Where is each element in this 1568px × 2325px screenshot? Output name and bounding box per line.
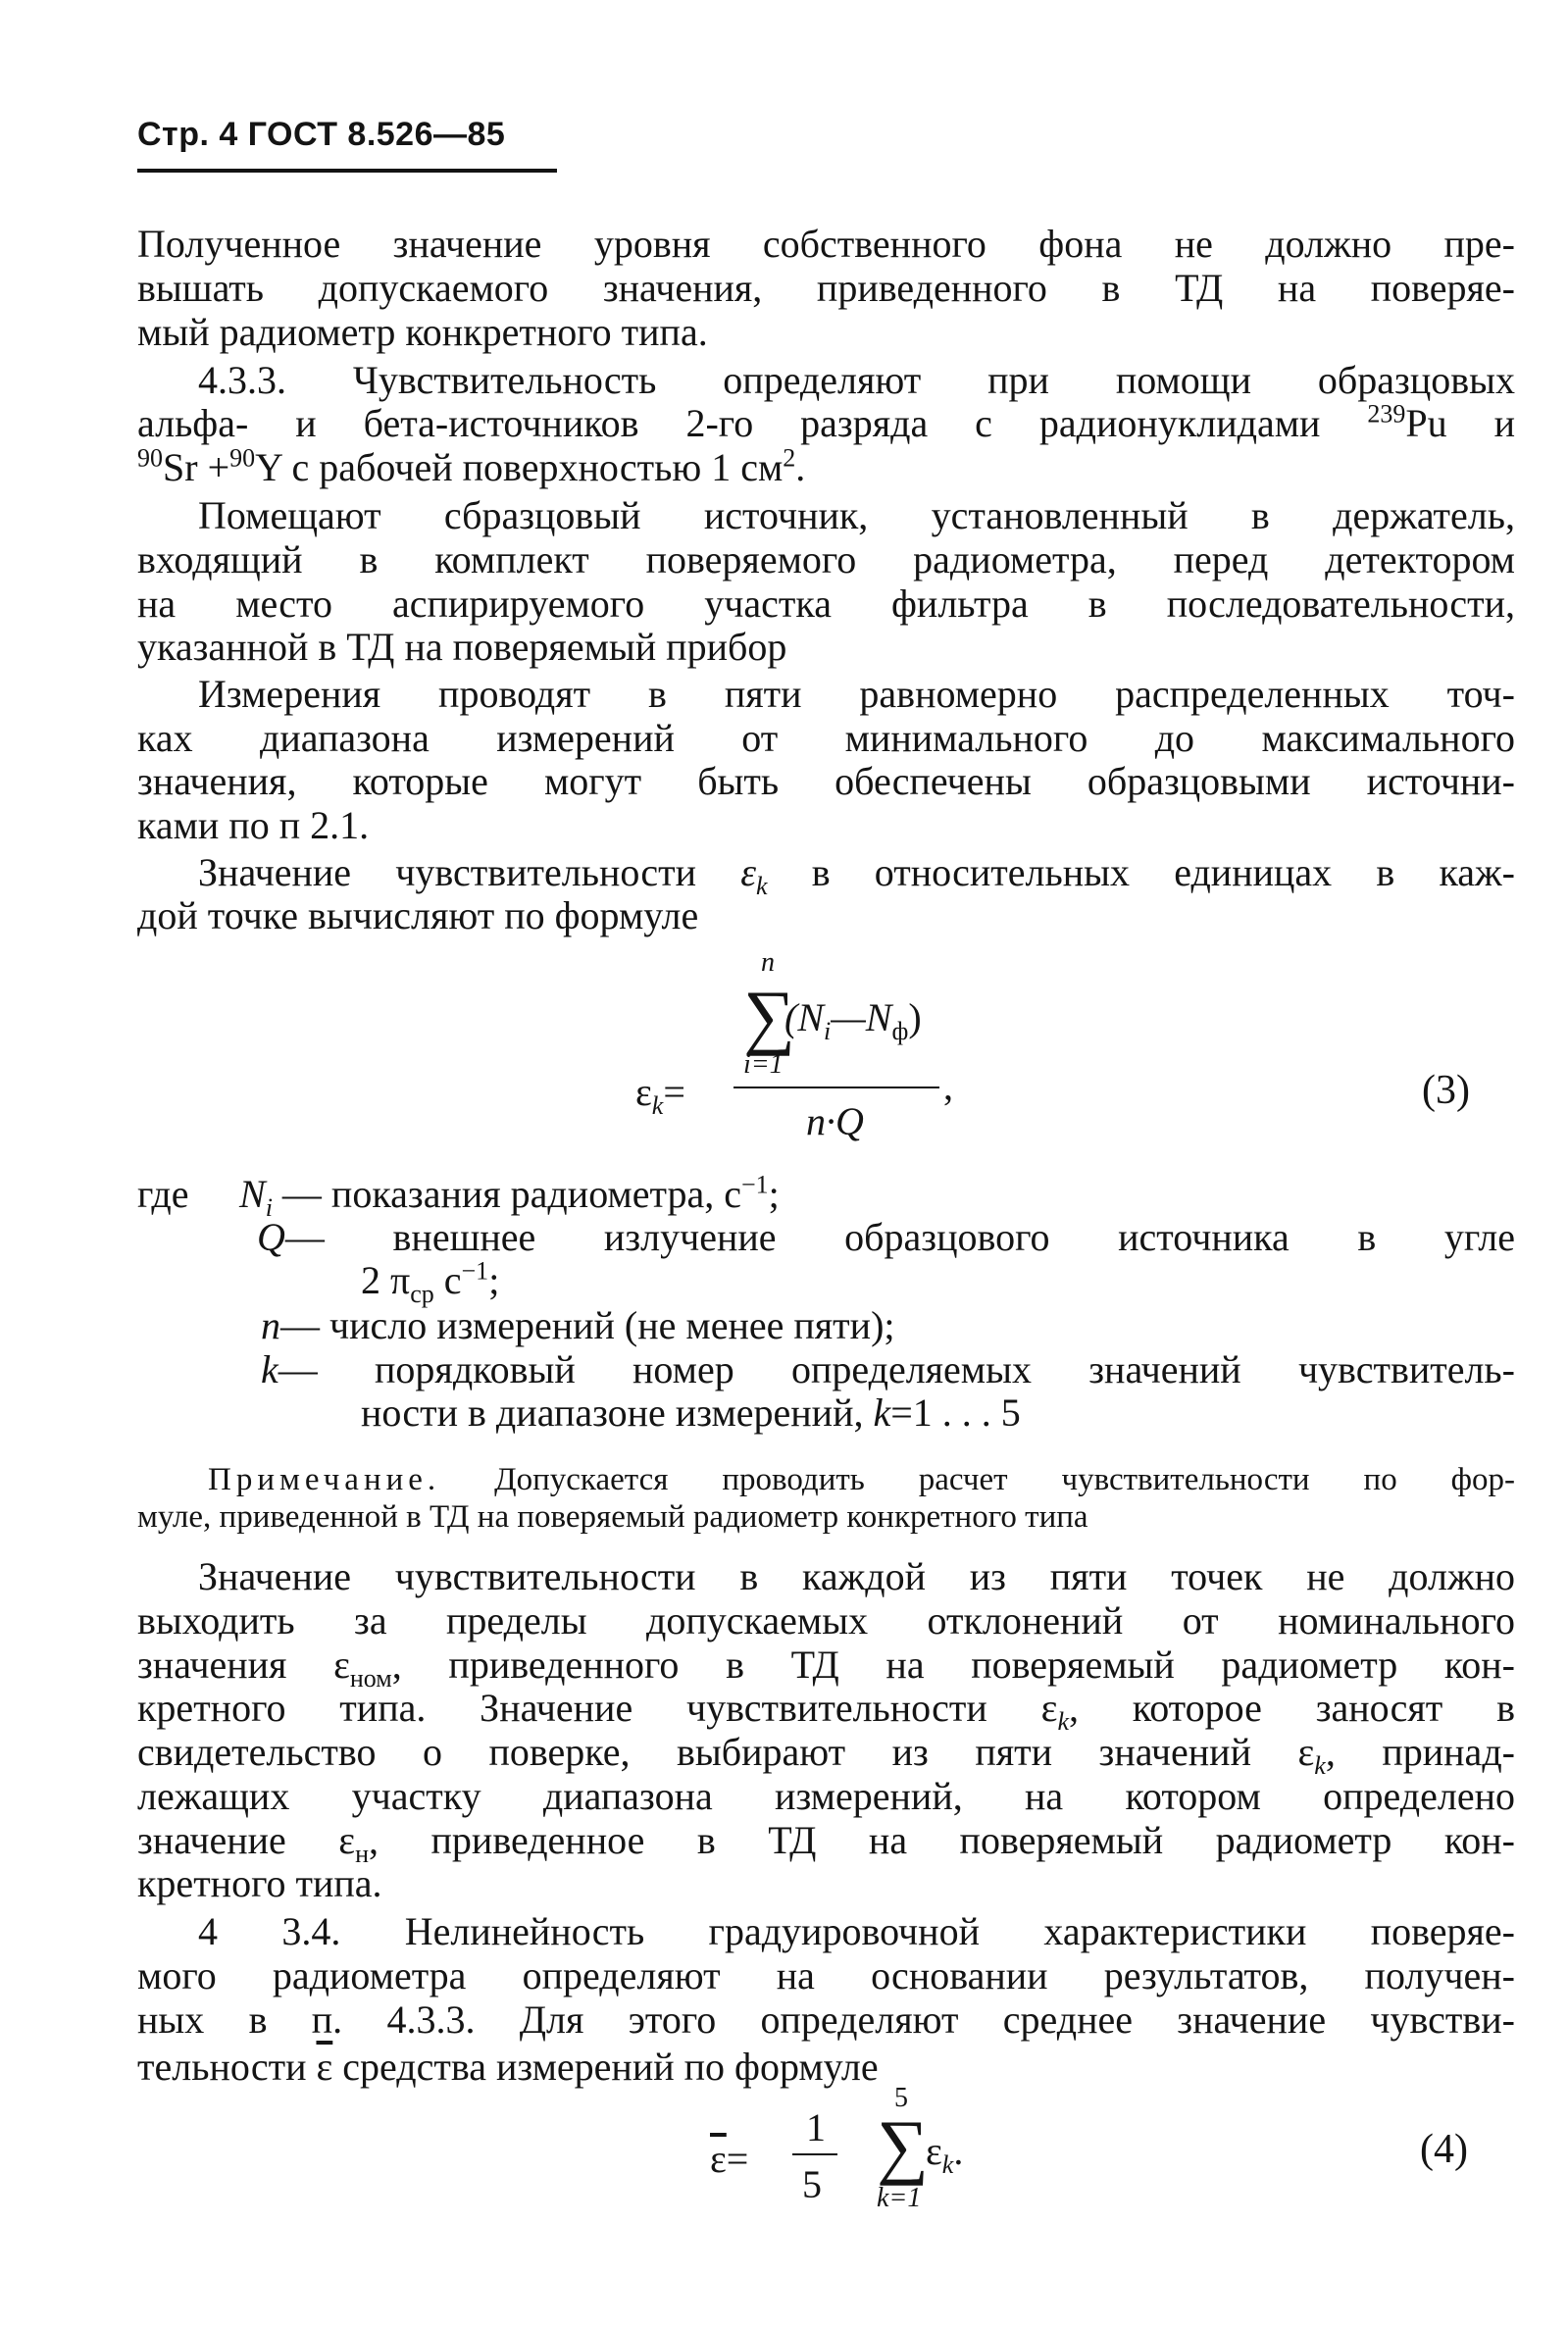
p1-line-1: Полученное значение уровня собственного фона не должно пре-	[137, 222, 1515, 266]
p1-line-3: мый радиометр конкретного типа.	[137, 310, 708, 354]
p4-line-1: Измерения проводят в пяти равномерно распределенных точ-	[198, 672, 1515, 716]
formula-3-comma: ,	[943, 1064, 953, 1108]
p4-line-2: ках диапазона измерений от минимального до максимального	[137, 716, 1515, 760]
p6-line-5: свидетельство о поверке, выбирают из пяти значений $\varepsilon_k$, принад-	[137, 1730, 1515, 1780]
p7-line-3: ных в п. 4.3.3. Для этого определяют среднее значение чувстви-	[137, 1997, 1515, 2042]
p7-line-2: мого радиометра определяют на основании результатов, получен-	[137, 1953, 1515, 1997]
sum-upper-limit: n	[761, 947, 775, 978]
p6-line-4: кретного типа. Значение чувствительности $\varepsilon_k$, которое заносят в	[137, 1686, 1516, 1736]
sum-lower-limit: i=1	[743, 1049, 784, 1080]
formula-4-denominator: 5	[802, 2162, 822, 2206]
p4-line-3: значения, которые могут быть обеспечены образцовыми источни-	[137, 759, 1515, 803]
formula-4-lower-limit: k=1	[877, 2183, 922, 2213]
header-rule	[137, 169, 557, 173]
legend-item-k: k— порядковый номер определяемых значений чувствитель-	[261, 1347, 1515, 1391]
legend-item-n-i: $N_i$ — показания радиометра, $с^{-1}$;	[239, 1170, 780, 1222]
p2-line-3: $^{90}$Sr +$^{90}$Y с рабочей поверхностью 1 $см^2$.	[137, 443, 806, 489]
formula-4-sigma: ∑	[877, 2106, 929, 2187]
p5-line-1: Значение чувствительности $\varepsilon_k$ в относительных единицах в каж-	[198, 850, 1515, 900]
p4-line-4: ками по п 2.1.	[137, 803, 370, 847]
p6-line-2: выходить за пределы допускаемых отклонений от номинального	[137, 1598, 1515, 1643]
p3-line-4: указанной в ТД на поверяемый прибор	[137, 625, 787, 669]
denominator: n·Q	[806, 1099, 864, 1143]
equation-number-3: (3)	[1422, 1068, 1470, 1113]
p7-line-1: 4 3.4. Нелинейность градуировочной характеристики поверяе-	[198, 1909, 1515, 1953]
formula-4-fraction-bar	[792, 2153, 837, 2155]
p2-line-2: альфа- и бета-источников 2-го разряда с радионуклидами $^{239}$Pu и	[137, 399, 1515, 445]
equation-number-4: (4)	[1420, 2127, 1468, 2172]
p7-line-4: тельности $\overline{\varepsilon}$ средства измерений по формуле	[137, 2045, 879, 2089]
p3-line-3: на место аспирируемого участка фильтра в последовательности,	[137, 581, 1515, 626]
p6-line-7: значение $\varepsilon_н$, приведенное в ТД на поверяемый радиометр кон-	[137, 1818, 1516, 1868]
legend-item-k-cont: ности в диапазоне измерений, k=1 . . . 5	[361, 1390, 1021, 1435]
p2-line-1: 4.3.3. Чувствительность определяют при помощи образцовых	[198, 358, 1515, 402]
note-line-2: муле, приведенной в ТД на поверяемый радиометр конкретного типа	[137, 1499, 1088, 1535]
numerator: $(N_i—N_ф)$	[784, 995, 922, 1045]
formula-3-lhs: $\varepsilon_k=$	[635, 1070, 685, 1120]
page-header: Стр. 4 ГОСТ 8.526—85	[137, 116, 506, 153]
legend-item-q: Q— внешнее излучение образцового источника в угле	[257, 1215, 1515, 1259]
p3-line-1: Помещают сбразцовый источник, установленный в держатель,	[198, 493, 1515, 537]
formula-4-upper-limit: 5	[894, 2083, 908, 2113]
p3-line-2: входящий в комплект поверяемого радиометра, перед детектором	[137, 537, 1515, 581]
p6-line-1: Значение чувствительности в каждой из пяти точек не должно	[198, 1554, 1515, 1598]
formula-4-lhs: $\overline{\varepsilon}=$	[710, 2137, 749, 2181]
legend-item-n: n— число измерений (не менее пяти);	[261, 1303, 895, 1347]
legend-where: где	[137, 1172, 189, 1216]
note-line-1: Примечание. Допускается проводить расчет чувствительности по фор-	[208, 1462, 1515, 1497]
p5-line-2: дой точке вычисляют по формуле	[137, 893, 699, 937]
formula-4-numerator: 1	[806, 2105, 826, 2149]
legend-item-q-cont: 2 $\pi_{ср}$ $с^{-1}$;	[361, 1256, 500, 1308]
p6-line-8: кретного типа.	[137, 1861, 382, 1905]
p6-line-6: лежащих участку диапазона измерений, на котором определено	[137, 1774, 1515, 1818]
formula-4-term: $\varepsilon_k$.	[926, 2129, 964, 2179]
fraction-bar	[733, 1087, 939, 1088]
p1-line-2: вышать допускаемого значения, приведенного в ТД на поверяе-	[137, 266, 1515, 310]
p6-line-3: значения $\varepsilon_{ном}$, приведенного в ТД на поверяемый радиометр кон-	[137, 1643, 1515, 1693]
sigma-symbol: ∑	[743, 977, 795, 1057]
